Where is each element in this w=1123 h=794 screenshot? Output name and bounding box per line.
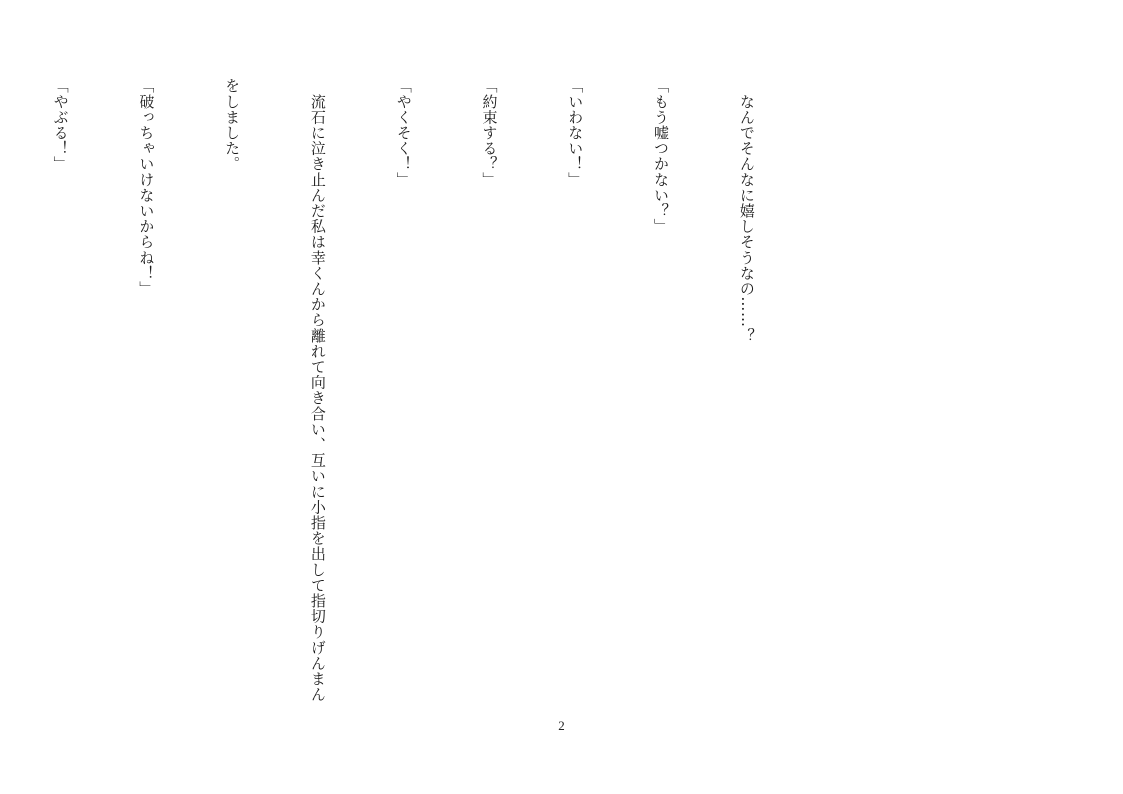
text-line: 「もう嘘つかない？」 [652, 78, 671, 234]
page-number: 2 [558, 718, 565, 733]
text-line: 流石に泣き止んだ私は幸くんから離れて向き合い、互いに小指を出して指切りげんまん [308, 78, 327, 702]
text-line: 「破っちゃいけないからね！」 [137, 78, 156, 297]
text-line: 「やぶる！」 [51, 78, 70, 172]
text-line: 「いわない！」 [566, 78, 585, 188]
text-line: 「約束する？」 [480, 78, 499, 188]
text-line: をしました。 [223, 78, 242, 172]
text-line: 「やくそく！」 [394, 78, 413, 188]
vertical-text-body [0, 78, 818, 708]
text-line: なんでそんなに嬉しそうなの……？ [737, 78, 756, 344]
